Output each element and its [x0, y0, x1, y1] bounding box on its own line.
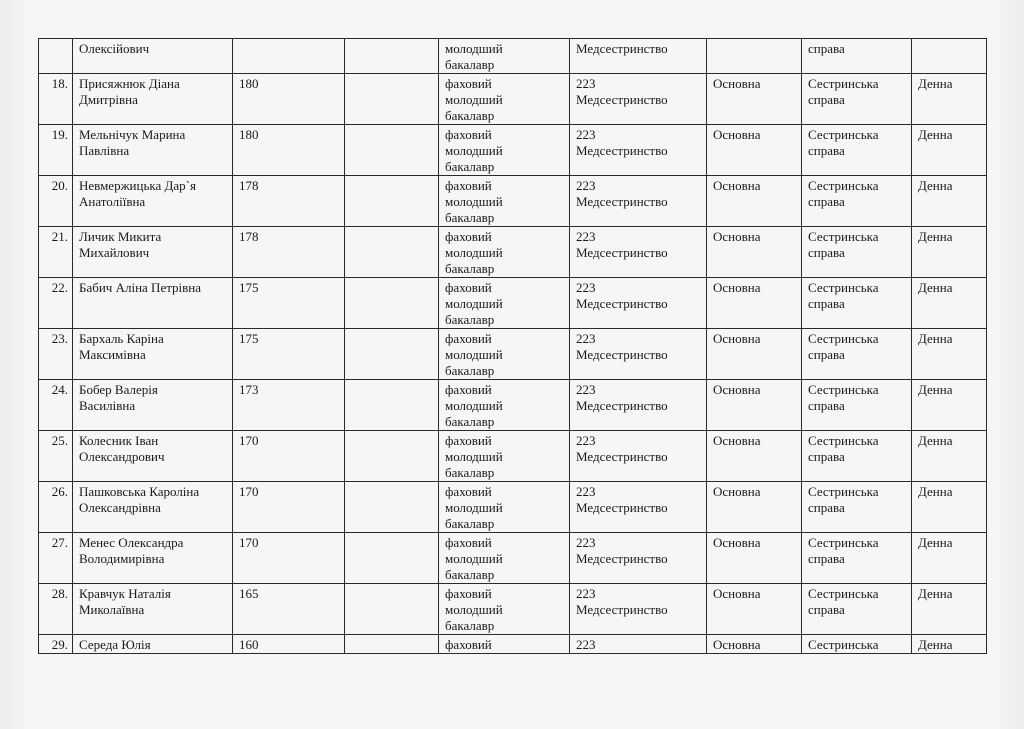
specialty-cell: 223 Медсестринство [570, 584, 707, 635]
table-row [39, 278, 987, 329]
education-level-cell: фаховий молодший бакалавр [439, 176, 570, 227]
blank-cell-cell [345, 176, 439, 227]
education-level-cell: фаховий молодший бакалавр [439, 533, 570, 584]
score-cell: 178 [233, 176, 345, 227]
specialty-cell: 223 Медсестринство [570, 482, 707, 533]
study-form-cell: Денна [912, 227, 987, 278]
score-cell: 178 [233, 227, 345, 278]
program-cell: Сестринська справа [802, 74, 912, 125]
score-cell: 175 [233, 278, 345, 329]
row-number-cell: 29. [39, 635, 73, 654]
blank-cell-cell [345, 584, 439, 635]
education-level-cell: фаховий молодший бакалавр [439, 125, 570, 176]
study-form-cell: Денна [912, 431, 987, 482]
score-cell: 170 [233, 482, 345, 533]
specialty-cell: 223 Медсестринство [570, 431, 707, 482]
funding-basis-cell: Основна [707, 329, 802, 380]
score-cell: 180 [233, 125, 345, 176]
applicant-name-cell: Кравчук Наталія Миколаївна [73, 584, 233, 635]
table-row [39, 125, 987, 176]
specialty-cell: 223 Медсестринство [570, 125, 707, 176]
blank-cell-cell [345, 39, 439, 74]
blank-cell-cell [345, 227, 439, 278]
table-row [39, 39, 987, 74]
table-row [39, 584, 987, 635]
study-form-cell [912, 39, 987, 74]
table-row [39, 74, 987, 125]
applicants-table [38, 38, 987, 654]
study-form-cell: Денна [912, 125, 987, 176]
blank-cell-cell [345, 482, 439, 533]
blank-cell-cell [345, 329, 439, 380]
row-number-cell: 24. [39, 380, 73, 431]
applicant-name-cell: Колесник Іван Олександрович [73, 431, 233, 482]
funding-basis-cell [707, 39, 802, 74]
blank-cell-cell [345, 635, 439, 654]
applicant-name-cell: Бархаль Каріна Максимівна [73, 329, 233, 380]
funding-basis-cell: Основна [707, 431, 802, 482]
specialty-cell: 223 [570, 635, 707, 654]
row-number-cell: 19. [39, 125, 73, 176]
program-cell: Сестринська справа [802, 380, 912, 431]
funding-basis-cell: Основна [707, 176, 802, 227]
program-cell: Сестринська справа [802, 329, 912, 380]
applicant-name-cell: Олексійович [73, 39, 233, 74]
program-cell: Сестринська справа [802, 584, 912, 635]
specialty-cell: 223 Медсестринство [570, 176, 707, 227]
education-level-cell: фаховий молодший бакалавр [439, 584, 570, 635]
specialty-cell: 223 Медсестринство [570, 329, 707, 380]
score-cell: 173 [233, 380, 345, 431]
table-row [39, 482, 987, 533]
applicant-name-cell: Менес Олександра Володимирівна [73, 533, 233, 584]
applicant-name-cell: Мельнічук Марина Павлівна [73, 125, 233, 176]
program-cell: Сестринська справа [802, 125, 912, 176]
applicant-name-cell: Бабич Аліна Петрівна [73, 278, 233, 329]
education-level-cell: фаховий молодший бакалавр [439, 380, 570, 431]
specialty-cell: 223 Медсестринство [570, 74, 707, 125]
blank-cell-cell [345, 278, 439, 329]
education-level-cell: фаховий молодший бакалавр [439, 329, 570, 380]
study-form-cell: Денна [912, 482, 987, 533]
row-number-cell [39, 39, 73, 74]
table-row [39, 533, 987, 584]
specialty-cell: 223 Медсестринство [570, 278, 707, 329]
funding-basis-cell: Основна [707, 380, 802, 431]
education-level-cell: фаховий молодший бакалавр [439, 74, 570, 125]
study-form-cell: Денна [912, 74, 987, 125]
row-number-cell: 27. [39, 533, 73, 584]
study-form-cell: Денна [912, 635, 987, 654]
applicant-name-cell: Невмержицька Дар`я Анатоліївна [73, 176, 233, 227]
study-form-cell: Денна [912, 278, 987, 329]
table-body [39, 39, 987, 654]
program-cell: справа [802, 39, 912, 74]
blank-cell-cell [345, 380, 439, 431]
funding-basis-cell: Основна [707, 533, 802, 584]
funding-basis-cell: Основна [707, 227, 802, 278]
program-cell: Сестринська справа [802, 431, 912, 482]
score-cell [233, 39, 345, 74]
applicant-name-cell: Личик Микита Михайлович [73, 227, 233, 278]
education-level-cell: фаховий молодший бакалавр [439, 482, 570, 533]
study-form-cell: Денна [912, 176, 987, 227]
row-number-cell: 23. [39, 329, 73, 380]
row-number-cell: 26. [39, 482, 73, 533]
applicant-name-cell: Пашковська Кароліна Олександрівна [73, 482, 233, 533]
program-cell: Сестринська [802, 635, 912, 654]
table-row [39, 635, 987, 654]
study-form-cell: Денна [912, 380, 987, 431]
program-cell: Сестринська справа [802, 533, 912, 584]
blank-cell-cell [345, 74, 439, 125]
score-cell: 180 [233, 74, 345, 125]
blank-cell-cell [345, 431, 439, 482]
education-level-cell: фаховий молодший бакалавр [439, 278, 570, 329]
funding-basis-cell: Основна [707, 125, 802, 176]
table-row [39, 227, 987, 278]
table-row [39, 176, 987, 227]
row-number-cell: 22. [39, 278, 73, 329]
row-number-cell: 21. [39, 227, 73, 278]
row-number-cell: 25. [39, 431, 73, 482]
score-cell: 160 [233, 635, 345, 654]
program-cell: Сестринська справа [802, 482, 912, 533]
education-level-cell: фаховий молодший бакалавр [439, 431, 570, 482]
funding-basis-cell: Основна [707, 584, 802, 635]
applicant-name-cell: Середа Юлія [73, 635, 233, 654]
education-level-cell: фаховий [439, 635, 570, 654]
applicant-name-cell: Присяжнюк Діана Дмитрівна [73, 74, 233, 125]
specialty-cell: 223 Медсестринство [570, 533, 707, 584]
table-row [39, 431, 987, 482]
specialty-cell: Медсестринство [570, 39, 707, 74]
education-level-cell: фаховий молодший бакалавр [439, 227, 570, 278]
score-cell: 170 [233, 533, 345, 584]
row-number-cell: 28. [39, 584, 73, 635]
table-row [39, 329, 987, 380]
specialty-cell: 223 Медсестринство [570, 227, 707, 278]
study-form-cell: Денна [912, 533, 987, 584]
study-form-cell: Денна [912, 584, 987, 635]
table-row [39, 380, 987, 431]
education-level-cell: молодший бакалавр [439, 39, 570, 74]
score-cell: 170 [233, 431, 345, 482]
score-cell: 175 [233, 329, 345, 380]
row-number-cell: 20. [39, 176, 73, 227]
applicant-name-cell: Бобер Валерія Василівна [73, 380, 233, 431]
funding-basis-cell: Основна [707, 482, 802, 533]
program-cell: Сестринська справа [802, 176, 912, 227]
blank-cell-cell [345, 125, 439, 176]
funding-basis-cell: Основна [707, 74, 802, 125]
blank-cell-cell [345, 533, 439, 584]
row-number-cell: 18. [39, 74, 73, 125]
program-cell: Сестринська справа [802, 227, 912, 278]
specialty-cell: 223 Медсестринство [570, 380, 707, 431]
program-cell: Сестринська справа [802, 278, 912, 329]
study-form-cell: Денна [912, 329, 987, 380]
funding-basis-cell: Основна [707, 635, 802, 654]
funding-basis-cell: Основна [707, 278, 802, 329]
score-cell: 165 [233, 584, 345, 635]
